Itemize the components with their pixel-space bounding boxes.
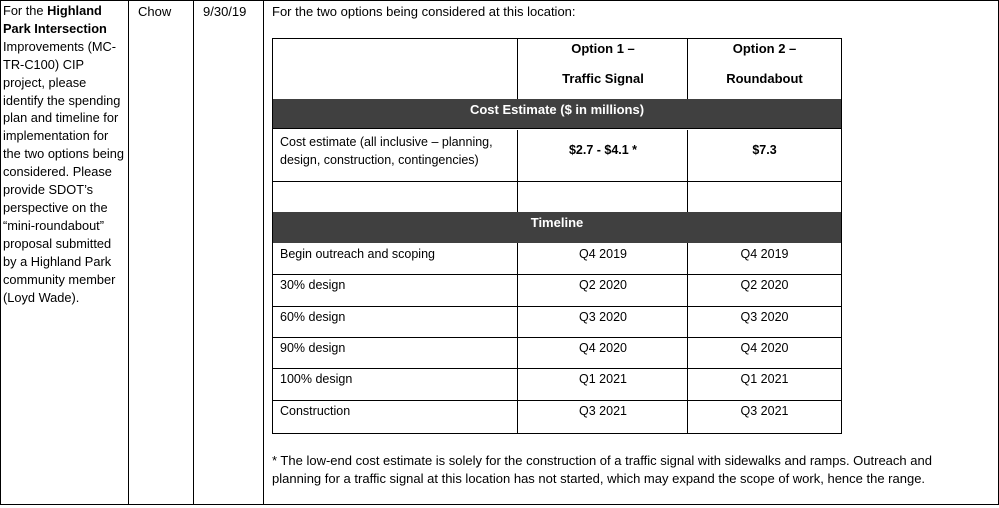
row-divider	[273, 368, 841, 369]
timeline-option2: Q4 2019	[740, 247, 789, 261]
timeline-label: 90% design	[280, 341, 346, 355]
timeline-label: Begin outreach and scoping	[280, 247, 435, 261]
intro-text: For the two options being considered at this location:	[272, 4, 576, 19]
column-divider-2	[193, 0, 194, 505]
person-name: Chow	[138, 4, 172, 19]
timeline-option2: Q3 2020	[740, 310, 789, 324]
timeline-label: 100% design	[280, 372, 353, 386]
timeline-option2: Q2 2020	[740, 278, 789, 292]
outer-bottom-border	[0, 504, 999, 505]
timeline-option1: Q4 2019	[579, 247, 627, 261]
cost-estimate-band: Cost Estimate ($ in millions)	[273, 99, 841, 128]
band-separator	[273, 128, 841, 129]
date: 9/30/19	[203, 4, 247, 19]
row-divider	[273, 306, 841, 307]
row-divider	[273, 337, 841, 338]
option1-title: Option 1 –	[571, 41, 635, 56]
column-divider-3	[263, 0, 264, 505]
timeline-option1: Q3 2021	[579, 404, 627, 418]
option2-title: Option 2 –	[732, 41, 797, 56]
column-divider-1	[128, 0, 129, 505]
timeline-band: Timeline	[273, 212, 841, 243]
option1-subtitle: Traffic Signal	[562, 71, 644, 86]
timeline-option1: Q1 2021	[579, 372, 627, 386]
timeline-option2: Q4 2020	[740, 341, 789, 355]
timeline-label: 30% design	[280, 278, 346, 292]
timeline-option2: Q3 2021	[740, 404, 789, 418]
question-text	[3, 2, 125, 306]
footnote: * The low-end cost estimate is solely for the construction of a traffic signal with sidewalks and ramps. Outreach and planning for a traffic signal at this location has not started, which may expand the scope of work, hence the range.	[272, 453, 932, 486]
timeline-label: 60% design	[280, 310, 346, 324]
outer-top-border	[0, 0, 999, 1]
row-divider	[273, 274, 841, 275]
outer-left-border	[0, 0, 1, 505]
option2-subtitle: Roundabout	[726, 71, 803, 86]
timeline-option1: Q2 2020	[579, 278, 627, 292]
timeline-option2: Q1 2021	[740, 372, 789, 386]
cost-option2: $7.3	[752, 143, 777, 157]
question-prefix: For the	[3, 3, 48, 18]
row-divider	[273, 400, 841, 401]
cost-option1: $2.7 - $4.1 *	[568, 143, 638, 157]
question-body: Improvements (MC-TR-C100) CIP project, please identify the spending plan and timeline for implementation for the two options being considered. Please provide SDOT’s perspective on the “mini-roundabout” proposal submitted by a Highland Park community member (Loyd Wade).	[3, 38, 124, 305]
timeline-option1: Q4 2020	[579, 341, 627, 355]
project-name: Highland Park Intersection	[3, 3, 107, 36]
cost-estimate-label: Cost estimate (all inclusive – planning, design, construction, contingencies)	[280, 135, 493, 167]
timeline-label: Construction	[280, 404, 351, 418]
timeline-option1: Q3 2020	[579, 310, 627, 324]
row-divider-cost	[273, 181, 841, 182]
